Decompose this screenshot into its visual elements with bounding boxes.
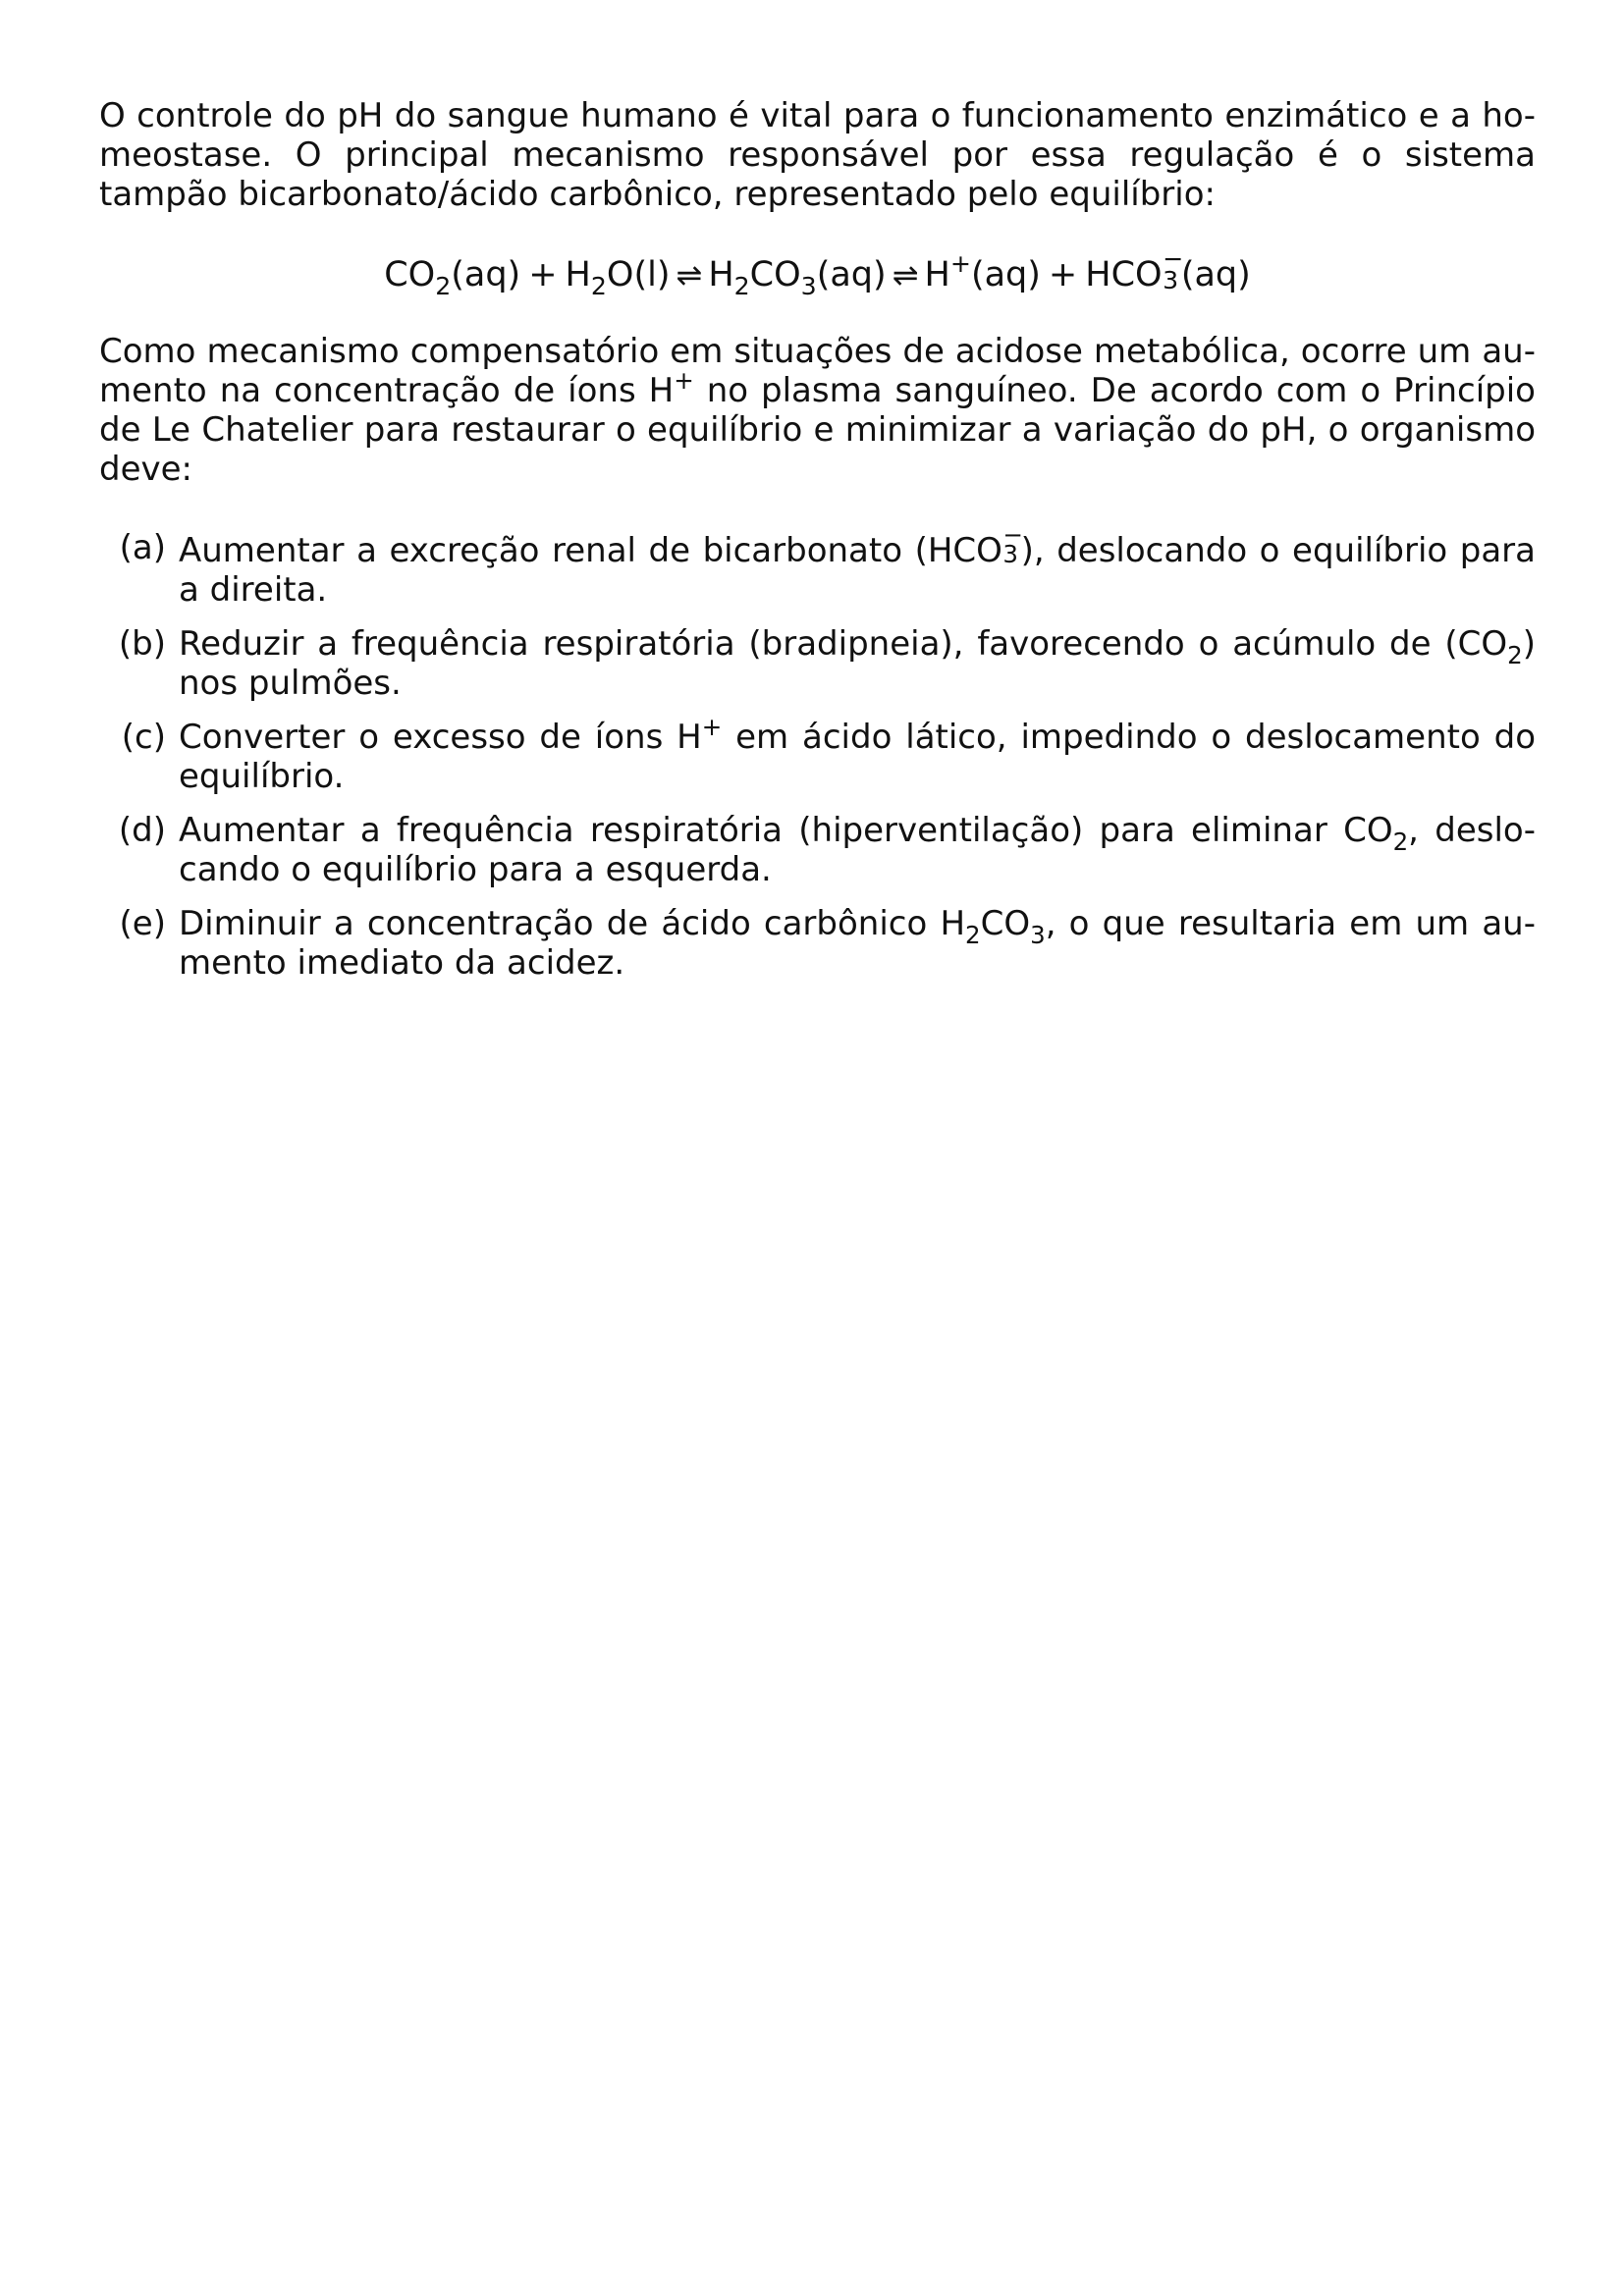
option-charge-stack (1002, 519, 1023, 569)
option-letter: (e) (119, 904, 166, 943)
hco3-formula (1085, 244, 1184, 294)
option-b[interactable] (99, 624, 1536, 703)
option-a[interactable] (99, 519, 1536, 610)
option-text-pre: Diminuir a concentração de ácido carbônico H (179, 904, 966, 943)
option-text-pre: Aumentar a excreção renal de bicarbonato (HCO (179, 531, 1002, 570)
h2o-subscript: 2 (590, 271, 607, 300)
chemical-equation (99, 244, 1536, 300)
hplus-h: H (924, 255, 950, 294)
question-paragraph (99, 332, 1536, 489)
question-text-2: no plasma sanguíneo. De acordo com o Princípio de Le Chatelier para restaurar o equilíbrio e minimizar a variação do pH, o organismo deve: (99, 371, 1536, 489)
option-d[interactable] (99, 811, 1536, 889)
option-text-post: , o que resultaria em um aumento imediato da acidez. (179, 904, 1536, 983)
state-aq-4: (aq) (1180, 255, 1251, 294)
co2-base: CO (384, 255, 436, 294)
h2co3-h: H (708, 255, 734, 294)
option-letter: (b) (118, 624, 166, 664)
h2co3-co: CO (749, 255, 801, 294)
option-letter: (d) (118, 811, 166, 850)
option-letter: (a) (119, 528, 166, 567)
state-aq-2: (aq) (816, 255, 887, 294)
option-superscript: + (701, 712, 723, 741)
option-subscript-1: 2 (965, 920, 981, 949)
state-aq-3: (aq) (970, 255, 1041, 294)
co2-subscript: 2 (435, 271, 452, 300)
hplus-superscript: + (949, 249, 971, 279)
hplus-formula (924, 249, 971, 294)
option-text-pre: Reduzir a frequência respiratória (bradipneia), favorecendo o acúmulo de (CO (179, 624, 1508, 664)
co2-formula (384, 255, 452, 300)
hco3-superscript: − (1163, 244, 1184, 274)
h2o-h: H (565, 255, 591, 294)
option-text-pre: Aumentar a frequência respiratória (hiperventilação) para eliminar CO (179, 811, 1393, 850)
option-text-post: ), deslocando o equilíbrio para a direita. (179, 531, 1536, 610)
intro-paragraph: O controle do pH do sangue humano é vital para o funcionamento enzimático e a homeostase. O principal mecanismo responsável por essa regulação é o sistema tampão bicarbonato/ácido carbônico, representado pelo equilíbrio: (99, 96, 1536, 214)
option-superscript: − (1002, 519, 1023, 549)
hco3-base: HCO (1085, 255, 1163, 294)
h2co3-subscript-1: 2 (733, 271, 750, 300)
answer-options (99, 519, 1536, 983)
option-subscript: 2 (1507, 640, 1523, 669)
equilibrium-arrow-1: ⇌ (676, 256, 703, 294)
option-subscript-2: 3 (1030, 920, 1046, 949)
option-e[interactable] (99, 904, 1536, 983)
plus-sign-2: + (1048, 255, 1078, 294)
plus-sign-1: + (528, 255, 558, 294)
equilibrium-arrow-2: ⇌ (892, 256, 919, 294)
option-text-post: em ácido lático, impedindo o deslocamento do equilíbrio. (179, 718, 1536, 796)
h2o-rest: O(l) (606, 255, 671, 294)
option-subscript: 2 (1392, 827, 1409, 856)
question-text-1: Como mecanismo compensatório em situações de acidose metabólica, ocorre um aumento na concentração de íons H (99, 332, 1536, 410)
state-aq-1: (aq) (451, 255, 521, 294)
option-c[interactable] (99, 712, 1536, 796)
option-text-post: ) nos pulmões. (179, 624, 1536, 703)
option-letter: (c) (121, 718, 166, 757)
h2o-formula (565, 255, 671, 300)
document-page (99, 96, 1536, 997)
h2co3-subscript-2: 3 (800, 271, 817, 300)
option-text-mid: CO (980, 904, 1031, 943)
hco3-subscript: 3 (1163, 265, 1179, 294)
h2co3-formula (708, 255, 817, 300)
option-text-post: , deslocando o equilíbrio para a esquerda. (179, 811, 1536, 889)
option-subscript: 3 (1002, 540, 1018, 569)
hco3-charge-stack (1163, 244, 1184, 294)
question-superscript: + (674, 365, 694, 395)
option-text-pre: Converter o excesso de íons H (179, 718, 702, 757)
